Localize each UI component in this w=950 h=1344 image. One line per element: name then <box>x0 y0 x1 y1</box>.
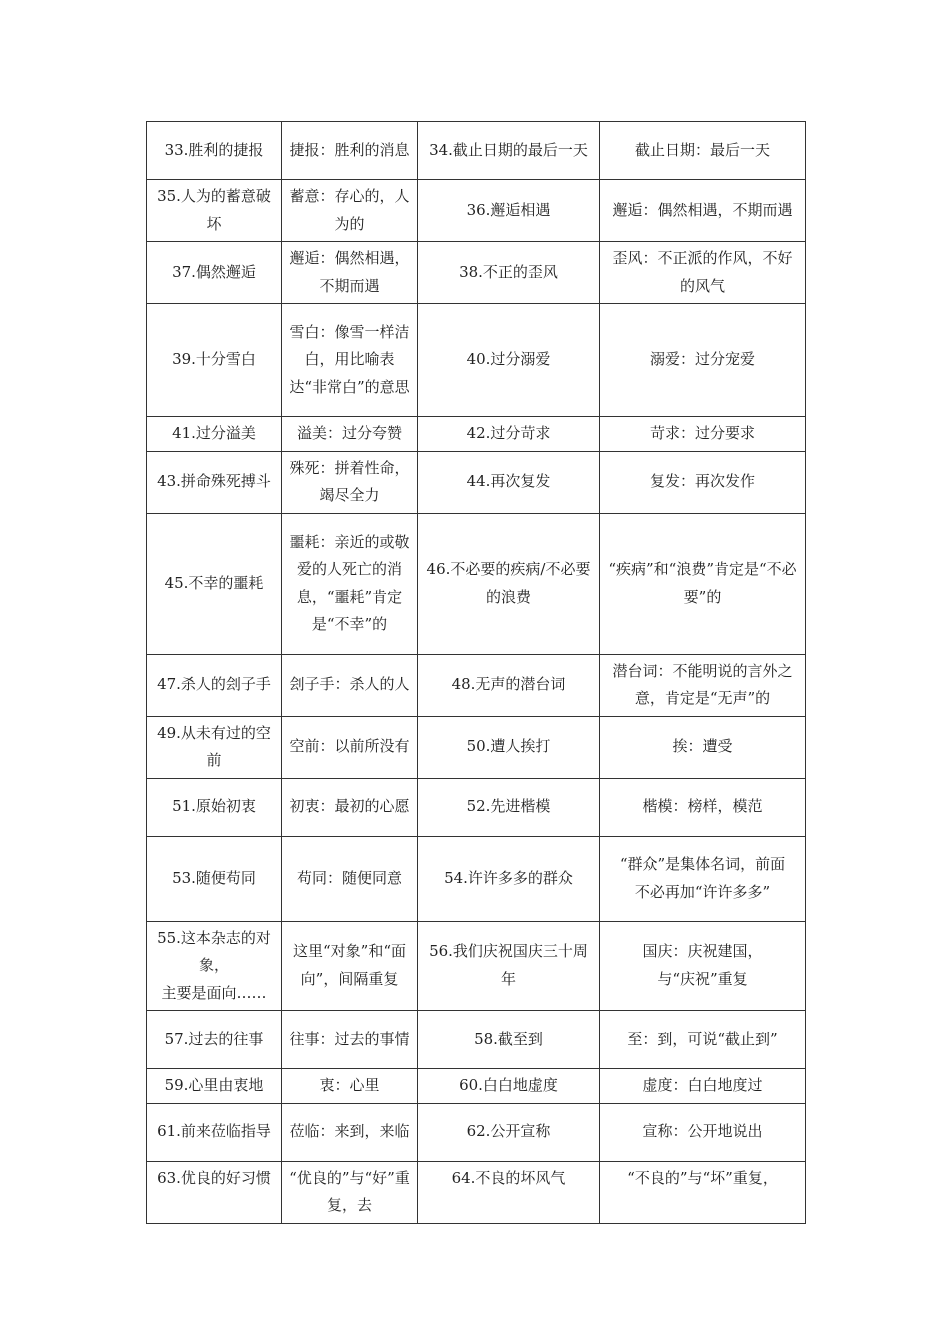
table-cell: 邂逅：偶然相遇，不期而遇 <box>282 242 418 304</box>
table-cell: 46.不必要的疾病/不必要的浪费 <box>418 513 600 654</box>
table-cell: 这里“对象”和“面向”，间隔重复 <box>282 921 418 1011</box>
table-cell: 苟同：随便同意 <box>282 836 418 921</box>
table-cell: 64.不良的坏风气 <box>418 1161 600 1223</box>
table-cell: 36.邂逅相遇 <box>418 180 600 242</box>
table-cell: 苛求：过分要求 <box>600 417 806 452</box>
table-cell: 虚度：白白地度过 <box>600 1069 806 1104</box>
table-row <box>147 122 806 180</box>
table-cell: 62.公开宣称 <box>418 1103 600 1161</box>
table-cell: 45.不幸的噩耗 <box>147 513 282 654</box>
table-row <box>147 304 806 417</box>
table-cell: 63.优良的好习惯 <box>147 1161 282 1223</box>
table-cell: 34.截止日期的最后一天 <box>418 122 600 180</box>
table-cell: 莅临：来到，来临 <box>282 1103 418 1161</box>
table-cell: 宣称：公开地说出 <box>600 1103 806 1161</box>
table-cell: 52.先进楷模 <box>418 778 600 836</box>
table-cell: 歪风：不正派的作风，不好的风气 <box>600 242 806 304</box>
table-cell: 往事：过去的事情 <box>282 1011 418 1069</box>
table-cell: 复发：再次发作 <box>600 451 806 513</box>
table-cell: 截止日期：最后一天 <box>600 122 806 180</box>
table-cell: 61.前来莅临指导 <box>147 1103 282 1161</box>
table-cell: 40.过分溺爱 <box>418 304 600 417</box>
table-row <box>147 1069 806 1104</box>
table-cell: 初衷：最初的心愿 <box>282 778 418 836</box>
table-cell: 57.过去的往事 <box>147 1011 282 1069</box>
table-row <box>147 1011 806 1069</box>
table-cell: 58.截至到 <box>418 1011 600 1069</box>
table-cell: 59.心里由衷地 <box>147 1069 282 1104</box>
table-row <box>147 1161 806 1223</box>
table-row <box>147 242 806 304</box>
table-cell: 蓄意：存心的，人为的 <box>282 180 418 242</box>
table-cell: 53.随便苟同 <box>147 836 282 921</box>
table-cell: 44.再次复发 <box>418 451 600 513</box>
table-cell: 56.我们庆祝国庆三十周年 <box>418 921 600 1011</box>
table-cell: 衷：心里 <box>282 1069 418 1104</box>
table-cell: “群众”是集体名词，前面 不必再加“许许多多” <box>600 836 806 921</box>
table-cell: 噩耗：亲近的或敬爱的人死亡的消息，“噩耗”肯定是“不幸”的 <box>282 513 418 654</box>
table-cell: 国庆：庆祝建国， 与“庆祝”重复 <box>600 921 806 1011</box>
table-row <box>147 451 806 513</box>
table-cell: 60.白白地虚度 <box>418 1069 600 1104</box>
table-cell: 捷报：胜利的消息 <box>282 122 418 180</box>
table-cell: 雪白：像雪一样洁白，用比喻表达“非常白”的意思 <box>282 304 418 417</box>
table-cell: 54.许许多多的群众 <box>418 836 600 921</box>
table-cell: 刽子手：杀人的人 <box>282 654 418 716</box>
table-cell: “疾病”和“浪费”肯定是“不必要”的 <box>600 513 806 654</box>
table-cell: 殊死：拼着性命，竭尽全力 <box>282 451 418 513</box>
table-row <box>147 417 806 452</box>
table-row <box>147 654 806 716</box>
table-cell: 50.遭人挨打 <box>418 716 600 778</box>
table-cell: “优良的”与“好”重复，去 <box>282 1161 418 1223</box>
table-row <box>147 716 806 778</box>
table-cell: 43.拼命殊死搏斗 <box>147 451 282 513</box>
table-cell: 55.这本杂志的对象， 主要是面向…… <box>147 921 282 1011</box>
table-row <box>147 836 806 921</box>
comparison-table <box>146 121 806 1224</box>
table-cell: 48.无声的潜台词 <box>418 654 600 716</box>
table-cell: “不良的”与“坏”重复， <box>600 1161 806 1223</box>
table-cell: 37.偶然邂逅 <box>147 242 282 304</box>
table-cell: 39.十分雪白 <box>147 304 282 417</box>
table-cell: 33.胜利的捷报 <box>147 122 282 180</box>
table-cell: 42.过分苛求 <box>418 417 600 452</box>
table-cell: 挨：遭受 <box>600 716 806 778</box>
table-cell: 邂逅：偶然相遇，不期而遇 <box>600 180 806 242</box>
table-row <box>147 1103 806 1161</box>
table-cell: 51.原始初衷 <box>147 778 282 836</box>
table-cell: 47.杀人的刽子手 <box>147 654 282 716</box>
table-cell: 楷模：榜样，模范 <box>600 778 806 836</box>
table-row <box>147 778 806 836</box>
table-cell: 潜台词：不能明说的言外之意，肯定是“无声”的 <box>600 654 806 716</box>
table-cell: 49.从未有过的空前 <box>147 716 282 778</box>
table-cell: 38.不正的歪风 <box>418 242 600 304</box>
table-row <box>147 921 806 1011</box>
table-cell: 至：到，可说“截止到” <box>600 1011 806 1069</box>
table-cell: 空前：以前所没有 <box>282 716 418 778</box>
table-row <box>147 513 806 654</box>
table-cell: 35.人为的蓄意破坏 <box>147 180 282 242</box>
table-cell: 溺爱：过分宠爱 <box>600 304 806 417</box>
table-row <box>147 180 806 242</box>
table-cell: 41.过分溢美 <box>147 417 282 452</box>
table-cell: 溢美：过分夸赞 <box>282 417 418 452</box>
